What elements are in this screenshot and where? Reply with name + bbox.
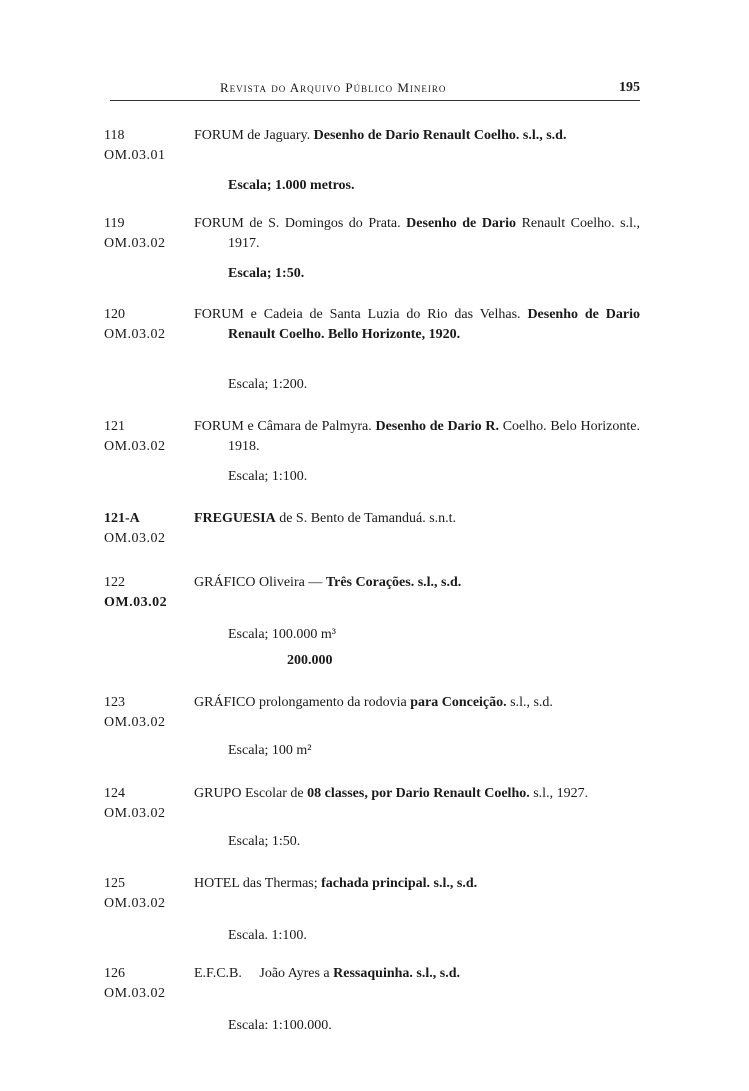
desc-bold: FREGUESIA xyxy=(194,511,276,526)
desc-tail: s.l., s.d. xyxy=(519,128,567,143)
entry-description xyxy=(194,305,640,345)
desc-bold: para Conceição. xyxy=(410,695,507,710)
desc-tail: de S. Bento de Tamanduá. s.n.t. xyxy=(275,511,457,526)
entry-number: 126 xyxy=(104,966,125,981)
entry-description xyxy=(194,509,640,529)
entry-scale: Escala: 1:100.000. xyxy=(228,1018,332,1033)
desc-tail: Coelho. Belo Horizonte. 1918. xyxy=(228,419,640,454)
entry-number: 122 xyxy=(104,575,125,590)
entry-description xyxy=(194,693,640,713)
desc-bold: Ressaquinha. s.l., s.d. xyxy=(333,966,460,981)
desc-bold: Desenho de Dario R. xyxy=(375,419,499,434)
entry-number: 124 xyxy=(104,786,125,801)
header-rule xyxy=(110,100,640,101)
desc-bold: Desenho de Dario xyxy=(406,216,517,231)
entry-scale: Escala; 100.000 m³ xyxy=(228,627,337,642)
desc-bold: Desenho de Dario Renault Coelho. Bello Horizonte, xyxy=(228,307,640,342)
desc-bold: fachada principal. s.l., s.d. xyxy=(321,876,478,891)
entry-code: OM.03.02 xyxy=(104,531,166,546)
entry-number: 123 xyxy=(104,695,125,710)
journal-title: Revista do Arquivo Público Mineiro xyxy=(220,80,447,95)
desc-bold: 08 classes, por Dario Renault Coelho. xyxy=(307,786,530,801)
entry-code: OM.03.02 xyxy=(104,595,168,610)
entry-number: 119 xyxy=(104,216,125,231)
entry-number: 121 xyxy=(104,419,125,434)
entry-code: OM.03.02 xyxy=(104,236,166,251)
entry-scale-extra: 200.000 xyxy=(287,653,333,668)
desc-plain: HOTEL das Thermas; xyxy=(194,876,322,891)
entry-scale: Escala; 1:100. xyxy=(228,469,308,484)
entry-code: OM.03.02 xyxy=(104,715,166,730)
desc-plain: FORUM de Jaguary. xyxy=(194,128,314,143)
desc-plain: FORUM e Cadeia de Santa Luzia do Rio das Velhas. xyxy=(194,307,528,322)
desc-tail: s.l., s.d. xyxy=(506,695,553,710)
desc-tail: s.l., 1927. xyxy=(529,786,589,801)
desc-plain: GRUPO Escolar de xyxy=(194,786,308,801)
entry-scale: Escala; 1.000 metros. xyxy=(228,178,355,193)
entry-description xyxy=(194,964,640,984)
entry-number: 125 xyxy=(104,876,125,891)
desc-tail: Renault Coelho. s.l., 1917. xyxy=(228,216,641,251)
desc-plain: GRÁFICO Oliveira — xyxy=(194,575,326,590)
desc-plain: E.F.C.B. João Ayres a xyxy=(194,966,334,981)
entry-scale: Escala; 1:200. xyxy=(228,377,308,392)
desc-bold: Três Corações. s.l., s.d. xyxy=(325,575,462,590)
desc-plain: FORUM e Câmara de Palmyra. xyxy=(194,419,376,434)
desc-plain: FORUM de S. Domingos do Prata. xyxy=(194,216,407,231)
entry-number: 120 xyxy=(104,307,125,322)
entry-code: OM.03.02 xyxy=(104,896,166,911)
desc-tail: 1920. xyxy=(425,327,461,342)
entry-description xyxy=(194,874,640,894)
entry-scale: Escala; 1:50. xyxy=(228,266,305,281)
entry-code: OM.03.02 xyxy=(104,327,166,342)
entry-code: OM.03.02 xyxy=(104,806,166,821)
running-header xyxy=(110,80,640,102)
entry-description xyxy=(194,126,640,146)
entry-number: 118 xyxy=(104,128,125,143)
page-number: 195 xyxy=(619,80,640,95)
entry-description xyxy=(194,784,640,804)
entry-description xyxy=(194,573,640,593)
entry-number: 121-A xyxy=(104,511,140,526)
entry-scale: Escala. 1:100. xyxy=(228,928,307,943)
entry-description xyxy=(194,417,640,457)
entry-description xyxy=(194,214,640,254)
entry-scale: Escala; 100 m² xyxy=(228,743,312,758)
entry-scale: Escala; 1:50. xyxy=(228,834,301,849)
entry-code: OM.03.02 xyxy=(104,439,166,454)
entry-code: OM.03.01 xyxy=(104,148,166,163)
entry-code: OM.03.02 xyxy=(104,986,166,1001)
desc-bold: Desenho de Dario Renault Coelho. xyxy=(313,128,520,143)
desc-plain: GRÁFICO prolongamento da rodovia xyxy=(194,695,411,710)
